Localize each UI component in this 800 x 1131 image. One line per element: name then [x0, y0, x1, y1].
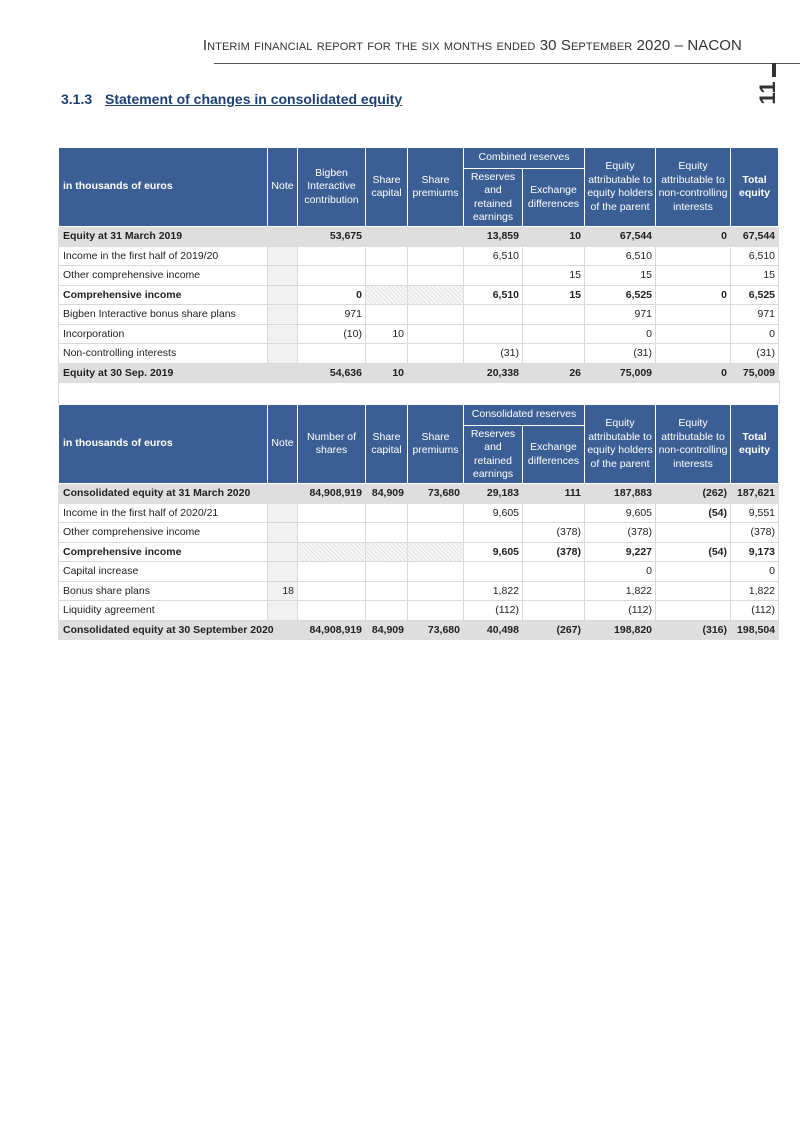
row-label: Incorporation [59, 324, 268, 344]
cell-share-capital: 84,909 [366, 484, 408, 504]
cell-exchange: (378) [523, 542, 585, 562]
cell-nci: (316) [656, 620, 731, 640]
cell-note [268, 601, 298, 621]
cell-share-premiums [408, 285, 464, 305]
cell-share-capital [366, 266, 408, 286]
col-header-contribution: Bigben Interactive contribution [298, 148, 366, 227]
cell-reserves: 29,183 [464, 484, 523, 504]
section-number: 3.1.3 [61, 91, 93, 107]
row-label: Non-controlling interests [59, 344, 268, 364]
col-header-label: in thousands of euros [59, 148, 268, 227]
cell-note [268, 266, 298, 286]
cell-share-premiums [408, 503, 464, 523]
cell-share-capital [366, 562, 408, 582]
cell-share-capital: 84,909 [366, 620, 408, 640]
cell-nci: (54) [656, 542, 731, 562]
cell-exchange [523, 503, 585, 523]
cell-note [268, 484, 298, 504]
row-label: Other comprehensive income [59, 266, 268, 286]
cell-col1 [298, 344, 366, 364]
cell-parent-equity: 971 [585, 305, 656, 325]
cell-share-premiums [408, 344, 464, 364]
col-header-share-premiums: Share premiums [408, 405, 464, 484]
cell-parent-equity: 75,009 [585, 363, 656, 383]
cell-share-capital [366, 227, 408, 247]
cell-share-premiums [408, 305, 464, 325]
cell-exchange [523, 581, 585, 601]
cell-reserves [464, 305, 523, 325]
cell-reserves: 20,338 [464, 363, 523, 383]
page-number-tab [752, 73, 780, 113]
cell-nci: 0 [656, 285, 731, 305]
col-header-reserves: Reserves and retained earnings [464, 426, 523, 484]
cell-col1: (10) [298, 324, 366, 344]
cell-parent-equity: 198,820 [585, 620, 656, 640]
col-header-share-capital: Share capital [366, 148, 408, 227]
table-row [59, 581, 779, 601]
cell-nci: (262) [656, 484, 731, 504]
cell-nci [656, 581, 731, 601]
cell-share-capital [366, 246, 408, 266]
equity-table-2019 [58, 147, 779, 383]
cell-total: 15 [731, 266, 779, 286]
cell-note: 18 [268, 581, 298, 601]
row-label: Consolidated equity at 30 September 2020 [59, 620, 268, 640]
cell-parent-equity: 15 [585, 266, 656, 286]
table-row [59, 601, 779, 621]
cell-parent-equity: (31) [585, 344, 656, 364]
cell-total: 9,551 [731, 503, 779, 523]
cell-share-premiums [408, 227, 464, 247]
cell-share-premiums [408, 266, 464, 286]
cell-total: 67,544 [731, 227, 779, 247]
col-header-share-capital: Share capital [366, 405, 408, 484]
cell-note [268, 523, 298, 543]
row-label: Bigben Interactive bonus share plans [59, 305, 268, 325]
row-label: Income in the first half of 2019/20 [59, 246, 268, 266]
cell-total: 0 [731, 324, 779, 344]
cell-parent-equity: 1,822 [585, 581, 656, 601]
col-header-reserves-group: Consolidated reserves [464, 405, 585, 426]
table-row [59, 484, 779, 504]
cell-share-capital [366, 503, 408, 523]
cell-total: (31) [731, 344, 779, 364]
table-row [59, 227, 779, 247]
cell-share-capital: 10 [366, 363, 408, 383]
table-row [59, 542, 779, 562]
table-row [59, 523, 779, 543]
cell-col1: 53,675 [298, 227, 366, 247]
col-header-parent-equity: Equity attributable to equity holders of the parent [585, 405, 656, 484]
row-label: Consolidated equity at 31 March 2020 [59, 484, 268, 504]
cell-share-capital [366, 601, 408, 621]
cell-total: 6,510 [731, 246, 779, 266]
col-header-number-of-shares: Number of shares [298, 405, 366, 484]
cell-share-premiums [408, 246, 464, 266]
cell-total: (378) [731, 523, 779, 543]
cell-note [268, 344, 298, 364]
table-row [59, 344, 779, 364]
cell-share-capital [366, 305, 408, 325]
cell-nci: (54) [656, 503, 731, 523]
cell-parent-equity: 9,605 [585, 503, 656, 523]
cell-nci [656, 324, 731, 344]
cell-exchange [523, 601, 585, 621]
cell-col1: 0 [298, 285, 366, 305]
cell-share-premiums [408, 581, 464, 601]
report-header-title: Interim financial report for the six months ended 30 September 2020 – NACON [202, 37, 742, 54]
table-row [59, 620, 779, 640]
col-header-total: Total equity [731, 405, 779, 484]
cell-total: 187,621 [731, 484, 779, 504]
cell-nci [656, 305, 731, 325]
col-header-parent-equity: Equity attributable to equity holders of the parent [585, 148, 656, 227]
cell-exchange: (267) [523, 620, 585, 640]
table-row [59, 285, 779, 305]
cell-nci: 0 [656, 227, 731, 247]
row-label: Capital increase [59, 562, 268, 582]
cell-total: 0 [731, 562, 779, 582]
cell-col1 [298, 246, 366, 266]
cell-exchange [523, 344, 585, 364]
row-label: Equity at 31 March 2019 [59, 227, 268, 247]
page-number: 11 [755, 81, 780, 105]
cell-share-capital: 10 [366, 324, 408, 344]
cell-col1: 84,908,919 [298, 484, 366, 504]
cell-share-premiums: 73,680 [408, 620, 464, 640]
row-label: Comprehensive income [59, 285, 268, 305]
cell-exchange: 15 [523, 285, 585, 305]
col-header-label: in thousands of euros [59, 405, 268, 484]
cell-share-capital [366, 523, 408, 543]
cell-col1 [298, 266, 366, 286]
cell-total: 971 [731, 305, 779, 325]
cell-parent-equity: 187,883 [585, 484, 656, 504]
row-label: Income in the first half of 2020/21 [59, 503, 268, 523]
table-row [59, 503, 779, 523]
cell-nci [656, 246, 731, 266]
cell-col1 [298, 542, 366, 562]
col-header-note: Note [268, 148, 298, 227]
cell-col1: 54,636 [298, 363, 366, 383]
cell-reserves: 40,498 [464, 620, 523, 640]
cell-parent-equity: 0 [585, 324, 656, 344]
cell-total: 198,504 [731, 620, 779, 640]
cell-col1 [298, 523, 366, 543]
cell-total: 6,525 [731, 285, 779, 305]
cell-reserves: 6,510 [464, 285, 523, 305]
cell-share-premiums [408, 562, 464, 582]
col-header-reserves-group: Combined reserves [464, 148, 585, 169]
row-label: Bonus share plans [59, 581, 268, 601]
cell-note [268, 324, 298, 344]
cell-total: (112) [731, 601, 779, 621]
cell-total: 9,173 [731, 542, 779, 562]
cell-share-capital [366, 285, 408, 305]
cell-parent-equity: (378) [585, 523, 656, 543]
col-header-total: Total equity [731, 148, 779, 227]
equity-table-2020 [58, 404, 779, 640]
cell-note [268, 542, 298, 562]
row-label: Comprehensive income [59, 542, 268, 562]
cell-reserves [464, 523, 523, 543]
cell-col1 [298, 601, 366, 621]
col-header-exchange: Exchange differences [523, 169, 585, 227]
cell-nci [656, 523, 731, 543]
table-row [59, 266, 779, 286]
cell-parent-equity: (112) [585, 601, 656, 621]
cell-nci [656, 601, 731, 621]
cell-note [268, 562, 298, 582]
table-row [59, 305, 779, 325]
cell-reserves: (112) [464, 601, 523, 621]
cell-parent-equity: 0 [585, 562, 656, 582]
section-title: Statement of changes in consolidated equity [105, 91, 403, 107]
cell-reserves: 9,605 [464, 542, 523, 562]
col-header-reserves: Reserves and retained earnings [464, 169, 523, 227]
cell-share-capital [366, 344, 408, 364]
cell-reserves: (31) [464, 344, 523, 364]
cell-nci: 0 [656, 363, 731, 383]
cell-share-capital [366, 542, 408, 562]
cell-share-premiums: 73,680 [408, 484, 464, 504]
cell-exchange: 111 [523, 484, 585, 504]
cell-reserves: 9,605 [464, 503, 523, 523]
cell-exchange [523, 246, 585, 266]
cell-share-premiums [408, 542, 464, 562]
table-row [59, 562, 779, 582]
header-rule [214, 63, 800, 64]
table-spacer [58, 380, 780, 404]
cell-share-premiums [408, 523, 464, 543]
col-header-share-premiums: Share premiums [408, 148, 464, 227]
cell-reserves [464, 324, 523, 344]
row-label: Liquidity agreement [59, 601, 268, 621]
cell-exchange: 10 [523, 227, 585, 247]
cell-nci [656, 266, 731, 286]
cell-note [268, 503, 298, 523]
cell-reserves [464, 562, 523, 582]
row-label: Other comprehensive income [59, 523, 268, 543]
cell-exchange: (378) [523, 523, 585, 543]
cell-note [268, 227, 298, 247]
table-row [59, 324, 779, 344]
cell-parent-equity: 9,227 [585, 542, 656, 562]
cell-share-premiums [408, 601, 464, 621]
cell-parent-equity: 67,544 [585, 227, 656, 247]
cell-nci [656, 562, 731, 582]
cell-reserves: 13,859 [464, 227, 523, 247]
cell-note [268, 246, 298, 266]
cell-parent-equity: 6,525 [585, 285, 656, 305]
cell-reserves: 1,822 [464, 581, 523, 601]
cell-parent-equity: 6,510 [585, 246, 656, 266]
col-header-nci: Equity attributable to non-controlling interests [656, 148, 731, 227]
table-row [59, 246, 779, 266]
cell-exchange [523, 305, 585, 325]
cell-col1 [298, 562, 366, 582]
cell-col1 [298, 581, 366, 601]
cell-col1: 84,908,919 [298, 620, 366, 640]
cell-exchange: 26 [523, 363, 585, 383]
cell-reserves: 6,510 [464, 246, 523, 266]
cell-note [268, 285, 298, 305]
cell-col1 [298, 503, 366, 523]
cell-share-premiums [408, 324, 464, 344]
section-heading [61, 91, 402, 107]
cell-col1: 971 [298, 305, 366, 325]
cell-total: 1,822 [731, 581, 779, 601]
col-header-exchange: Exchange differences [523, 426, 585, 484]
cell-exchange [523, 562, 585, 582]
cell-total: 75,009 [731, 363, 779, 383]
col-header-note: Note [268, 405, 298, 484]
col-header-nci: Equity attributable to non-controlling interests [656, 405, 731, 484]
cell-exchange: 15 [523, 266, 585, 286]
cell-nci [656, 344, 731, 364]
cell-reserves [464, 266, 523, 286]
row-label: Equity at 30 Sep. 2019 [59, 363, 268, 383]
cell-exchange [523, 324, 585, 344]
cell-share-capital [366, 581, 408, 601]
cell-note [268, 305, 298, 325]
